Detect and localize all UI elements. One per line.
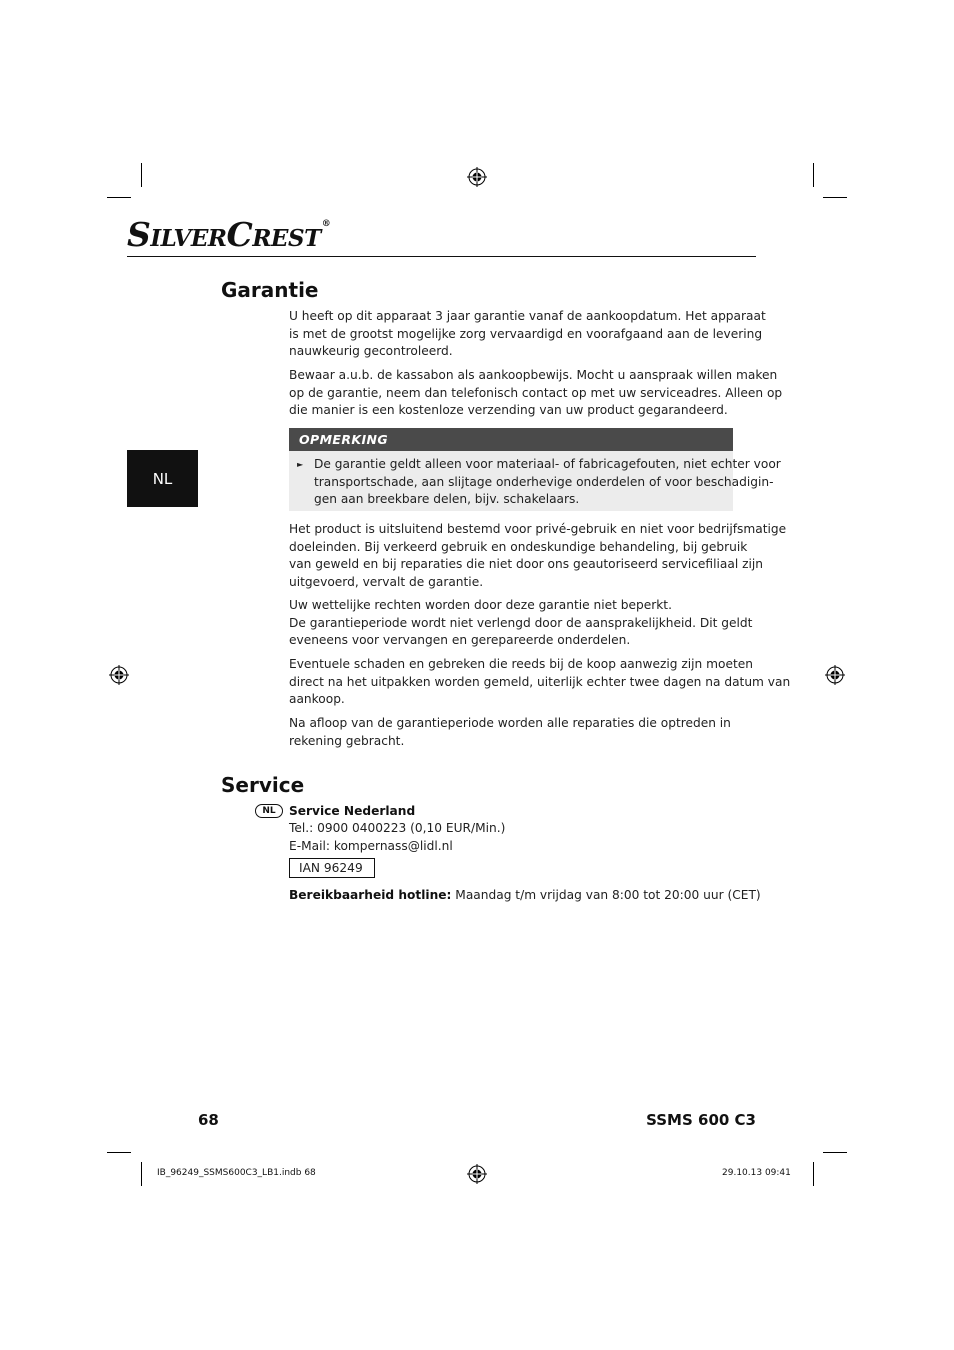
crop-mark <box>813 163 814 187</box>
garantie-heading: Garantie <box>221 278 319 302</box>
hotline-text: Maandag t/m vrijdag van 8:00 tot 20:00 uur (CET) <box>451 888 761 902</box>
crop-mark <box>813 1162 814 1186</box>
print-slug-file: IB_96249_SSMS600C3_LB1.indb 68 <box>157 1168 316 1178</box>
crop-mark <box>823 197 847 198</box>
garantie-paragraph: Eventuele schaden en gebreken die reeds bij de koop aanwezig zijn moeten direct na het uitpakken worden gemeld, uiterlijk echter twee dagen na datum van aankoop. <box>289 657 791 706</box>
garantie-paragraph: Na afloop van de garantieperiode worden alle reparaties die optreden in rekening gebracht. <box>289 716 731 748</box>
garantie-paragraph: Bewaar a.u.b. de kassabon als aankoopbewijs. Mocht u aanspraak willen maken op de garantie, neem dan telefonisch contact op met uw serviceadres. Alleen op die manier is een kostenloze verzending van uw product gegarandeerd. <box>289 368 783 417</box>
logo-letter: S <box>127 215 151 254</box>
page-number: 68 <box>198 1111 219 1129</box>
crop-mark <box>823 1152 847 1153</box>
registration-mark-icon <box>109 665 129 685</box>
hotline-line <box>289 888 761 902</box>
logo-letters: ILVER <box>150 225 227 252</box>
ian-box: IAN 96249 <box>289 858 375 878</box>
registration-mark-icon <box>825 665 845 685</box>
crop-mark <box>141 163 142 187</box>
service-email: E-Mail: kompernass@lidl.nl <box>289 839 453 853</box>
registration-mark-icon <box>467 167 487 187</box>
note-text: De garantie geldt alleen voor materiaal- of fabricagefouten, niet echter voor transportschade, aan slijtage onderhevige onderdelen of voor beschadigin- gen aan breekbare delen, bijv. schakelaars. <box>314 457 781 506</box>
note-title: OPMERKING <box>289 428 733 451</box>
country-badge: NL <box>255 804 283 818</box>
crop-mark <box>141 1162 142 1186</box>
logo-letter: C <box>226 215 253 254</box>
crop-mark <box>107 197 131 198</box>
garantie-paragraph: U heeft op dit apparaat 3 jaar garantie vanaf de aankoopdatum. Het apparaat is met de grootst mogelijke zorg vervaardigd en voorafgaand aan de levering nauwkeurig gecontroleerd. <box>289 309 766 358</box>
language-tab: NL <box>127 450 198 507</box>
service-phone: Tel.: 0900 0400223 (0,10 EUR/Min.) <box>289 821 506 835</box>
garantie-paragraph: Het product is uitsluitend bestemd voor privé-gebruik en niet voor bedrijfsmatige doeleinden. Bij verkeerd gebruik en ondeskundige behandeling, bij gebruik van geweld en bij reparaties die niet door ons geautoriseerd servicefiliaal zijn uitgevoerd, vervalt de garantie. <box>289 522 787 589</box>
hotline-label: Bereikbaarheid hotline: <box>289 888 452 902</box>
model-number: SSMS 600 C3 <box>646 1111 756 1129</box>
registered-mark: ® <box>321 219 331 229</box>
service-name: Service Nederland <box>289 804 416 818</box>
logo-letters: REST <box>252 225 321 252</box>
print-slug-date: 29.10.13 09:41 <box>722 1168 791 1178</box>
silvercrest-logo <box>127 215 331 254</box>
crop-mark <box>107 1152 131 1153</box>
registration-mark-icon <box>467 1164 487 1184</box>
garantie-paragraph: Uw wettelijke rechten worden door deze garantie niet beperkt. De garantieperiode wordt niet verlengd door de aansprakelijkheid. Dit geldt eveneens voor vervangen en gerepareerde onderdelen. <box>289 598 753 647</box>
bullet-arrow-icon: ► <box>297 460 304 469</box>
service-heading: Service <box>221 773 305 797</box>
header-rule <box>127 256 756 257</box>
